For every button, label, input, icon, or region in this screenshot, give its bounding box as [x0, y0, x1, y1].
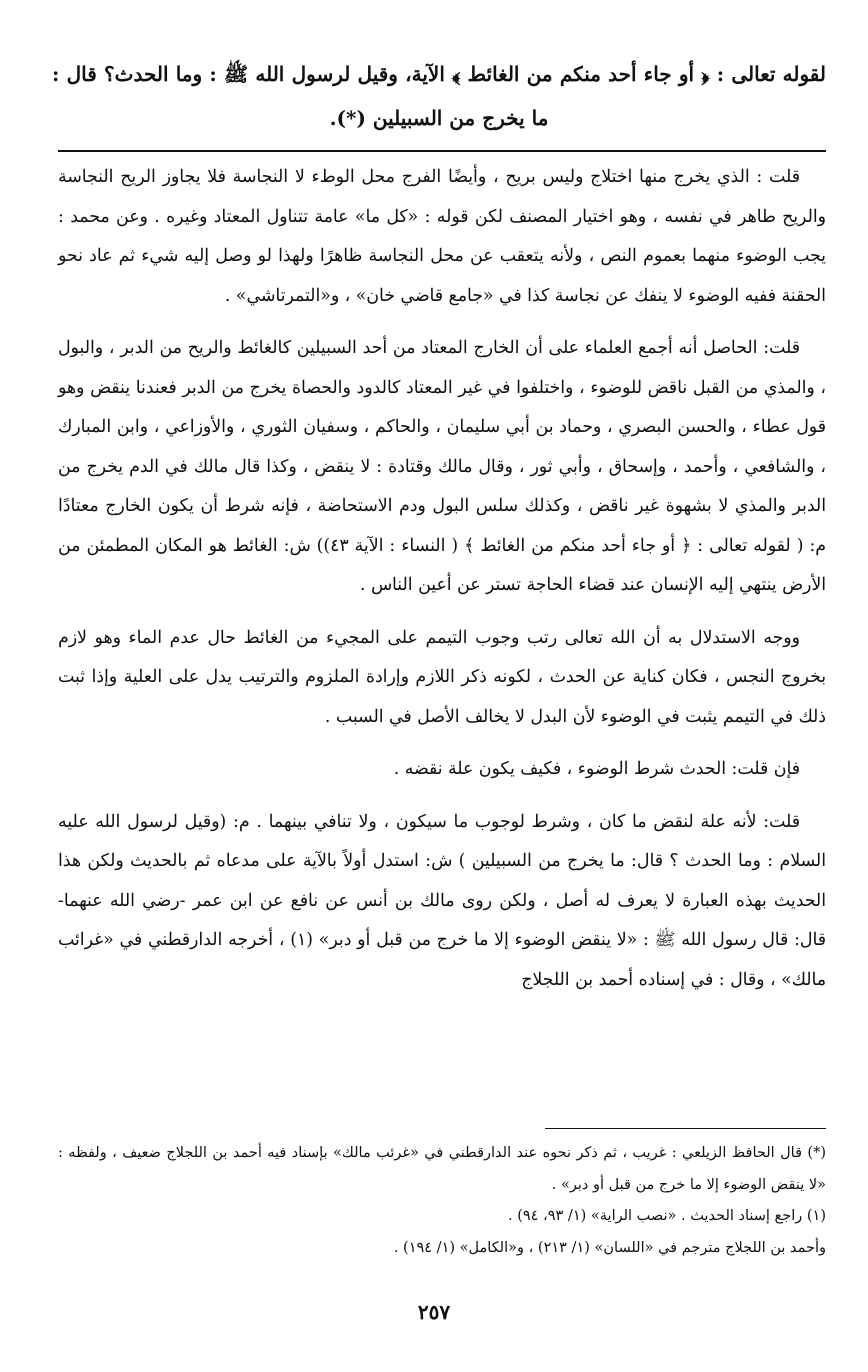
page-header-quote: لقوله تعالى : ﴿ أو جاء أحد منكم من الغائط ﴾ الآية، وقيل لرسول الله ﷺ : وما الحدث؟ قال : ما يخرج من السبيلين (*).: [52, 62, 826, 130]
header-divider: [58, 150, 826, 152]
footnote: (١) راجع إسناد الحديث . «نصب الراية» (١/ ٩٣، ٩٤) .: [507, 1208, 826, 1224]
paragraph: فإن قلت: الحدث شرط الوضوء ، فكيف يكون علة نقضه .: [393, 759, 800, 779]
paragraph: قلت : الذي يخرج منها اختلاج وليس بريح ، وأيضًا الفرج محل الوطء لا النجاسة فلا يجاوز الريح النجاسة والريح طاهر في نفسه ، وهو اختيار المصنف لكن قوله : «كل ما» عامة تتناول المعتاد وغيره . وعن محمد : يجب الوضوء منهما بعموم النص ، ولأنه يتعقب عن محل النجاسة ظاهرًا ولهذا لو وصل إليه شيء ثم عاد نحو الحقنة ففيه الوضوء لا ينفك عن نجاسة كذا في «جامع قاضي خان» ، و«التمرتاشي» .: [58, 167, 826, 306]
footnote: (*) قال الحافظ الزيلعي : غريب ، ثم ذكر نحوه عند الدارقطني في «غرئب مالك» بإسناد فيه أحمد بن اللجلاج ضعيف ، ولفظه : «لا ينقض الوضوء إلا ما خرج من قبل أو دبر» .: [58, 1145, 826, 1193]
main-text: [58, 158, 826, 1013]
footnote-divider: [545, 1128, 826, 1129]
footnotes: [58, 1138, 826, 1264]
paragraph: قلت: لأنه علة لنقض ما كان ، وشرط لوجوب ما سيكون ، ولا تنافي بينهما . م: (وقيل لرسول الله عليه السلام : وما الحدث ؟ قال: ما يخرج من السبيلين ) ش: استدل أولاً بالآية على مدعاه ثم بالحديث ولكن هذا الحديث بهذه العبارة لا يعرف له أصل ، ولكن روى مالك بن أنس عن نافع عن ابن عمر -رضي الله عنهما- قال: قال رسول الله ﷺ : «لا ينقض الوضوء إلا ما خرج من قبل أو دبر» (١) ، أخرجه الدارقطني في «غرائب مالك» ، وقال : في إسناده أحمد بن اللجلاج: [58, 811, 826, 990]
page-number: ٢٥٧: [417, 1300, 451, 1324]
footnote: وأحمد بن اللجلاج مترجم في «اللسان» (١/ ٢١٣) ، و«الكامل» (١/ ١٩٤) .: [393, 1239, 826, 1256]
paragraph: قلت: الحاصل أنه أجمع العلماء على أن الخارج المعتاد من أحد السبيلين كالغائط والريح من الدبر ، والبول ، والمذي من القبل ناقض للوضوء ، واختلفوا في غير المعتاد كالدود والحصاة يخرج من الدبر فعندنا ينقض وهو قول عطاء ، والحسن البصري ، وحماد بن أبي سليمان ، والحاكم ، وسفيان الثوري ، والأوزاعي ، وابن المبارك ، والشافعي ، وأحمد ، وإسحاق ، وأبي ثور ، وقال مالك وقتادة : لا ينقض ، وكذا قال مالك في الدم يخرج من الدبر والمذي لا بشهوة غير ناقض ، وكذلك سلس البول ودم الاستحاضة ، فإنه شرط أن يكون الخارج معتادًا م: ( لقوله تعالى : ﴿ أو جاء أحد منكم من الغائط ﴾ ( النساء : الآية ٤٣)) ش: الغائط هو المكان المطمئن من الأرض ينتهي إليه الإنسان عند قضاء الحاجة تستر عن أعين الناس .: [58, 338, 826, 595]
paragraph: ووجه الاستدلال به أن الله تعالى رتب وجوب التيمم على المجيء من الغائط حال عدم الماء وهو لازم بخروج النجس ، فكان كناية عن الحدث ، لكونه ذكر اللازم وإرادة الملزوم والترتيب يدل على العلية وإذا ثبت ذلك في التيمم يثبت في الوضوء لأن البدل لا يخالف الأصل في السبب .: [58, 627, 826, 727]
